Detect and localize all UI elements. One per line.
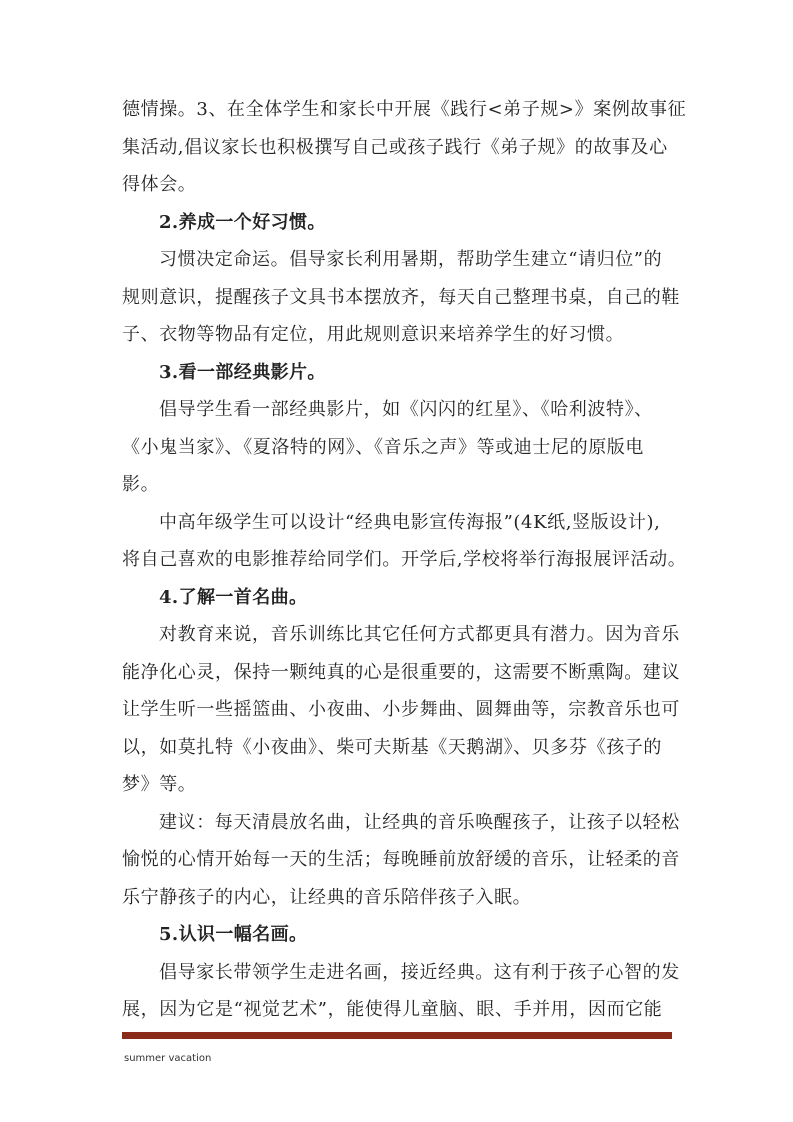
section-heading: 5.认识一幅名画。: [159, 924, 308, 945]
text-line: 以，如莫扎特《小夜曲》、柴可夫斯基《天鹅湖》、贝多芬《孩子的: [122, 736, 662, 758]
text-line: 德情操。3、在全体学生和家长中开展《践行<弟子规>》案例故事征: [122, 99, 687, 120]
section-heading: 3.看一部经典影片。: [159, 361, 326, 383]
text-line: 能净化心灵，保持一颗纯真的心是很重要的，这需要不断熏陶。建议: [122, 661, 680, 683]
text-line: 展，因为它是“视觉艺术”，能使得儿童脑、眼、手并用，因而它能: [122, 999, 663, 1020]
text-line: 《小鬼当家》、《夏洛特的网》、《音乐之声》等或迪士尼的原版电: [122, 436, 644, 458]
footer-divider: [122, 1032, 672, 1039]
section-heading: 4.了解一首名曲。: [159, 586, 308, 608]
text-line: 对教育来说，音乐训练比其它任何方式都更具有潜力。因为音乐: [159, 624, 680, 645]
text-line: 梦》等。: [122, 774, 197, 795]
text-line: 得体会。: [122, 174, 197, 195]
text-line: 集活动,倡议家长也积极撰写自己或孩子践行《弟子规》的故事及心: [122, 136, 668, 158]
text-line: 让学生听一些摇篮曲、小夜曲、小步舞曲、圆舞曲等，宗教音乐也可: [122, 699, 680, 720]
text-line: 中高年级学生可以设计“经典电影宣传海报”(4K纸,竖版设计),: [159, 511, 661, 533]
text-line: 习惯决定命运。倡导家长利用暑期，帮助学生建立“请归位”的: [159, 249, 663, 270]
text-line: 规则意识，提醒孩子文具书本摆放齐，每天自己整理书桌，自己的鞋: [122, 286, 680, 308]
footer-label: summer vacation: [124, 1053, 212, 1064]
section-heading: 2.养成一个好习惯。: [159, 211, 326, 233]
text-line: 倡导学生看一部经典影片，如《闪闪的红星》、《哈利波特》、: [159, 399, 653, 420]
text-line: 影。: [122, 474, 160, 495]
text-line: 倡导家长带领学生走进名画，接近经典。这有利于孩子心智的发: [159, 961, 680, 983]
document-body: [122, 91, 687, 1029]
text-line: 乐宁静孩子的内心，让经典的音乐陪伴孩子入眠。: [122, 886, 532, 908]
text-line: 将自己喜欢的电影推荐给同学们。开学后,学校将举行海报展评活动。: [122, 549, 687, 570]
text-line: 子、衣物等物品有定位，用此规则意识来培养学生的好习惯。: [122, 324, 625, 345]
text-line: 建议：每天清晨放名曲，让经典的音乐唤醒孩子，让孩子以轻松: [159, 811, 680, 833]
text-line: 愉悦的心情开始每一天的生活；每晚睡前放舒缓的音乐，让轻柔的音: [122, 849, 680, 870]
